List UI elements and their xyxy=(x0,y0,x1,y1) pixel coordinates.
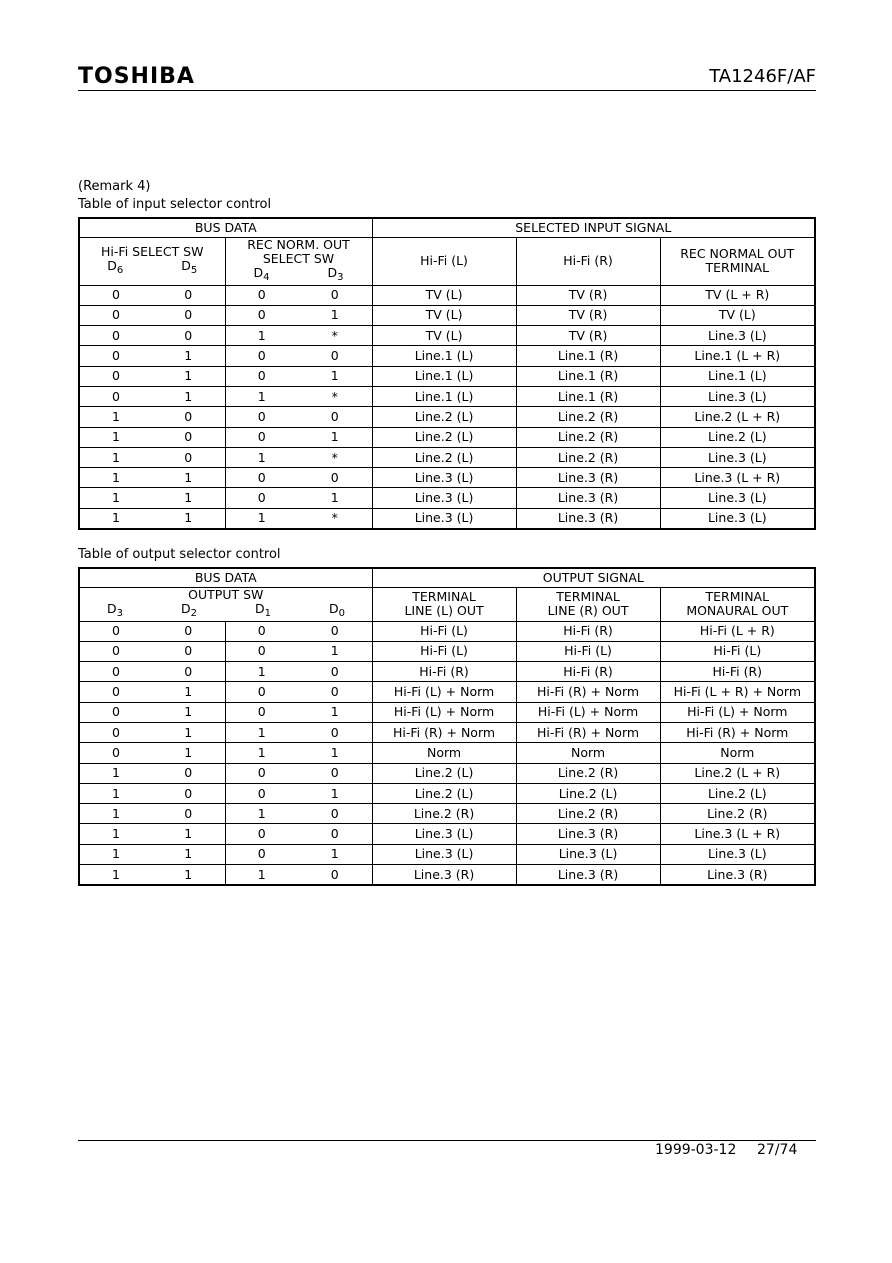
table-cell: Hi-Fi (L) + Norm xyxy=(372,682,516,702)
table-cell: 0 xyxy=(298,804,372,824)
table-cell: 1 xyxy=(225,743,298,763)
table-row xyxy=(79,763,815,783)
table-cell: 0 xyxy=(79,621,152,641)
table-row xyxy=(79,508,815,529)
table-cell: Line.3 (R) xyxy=(372,865,516,886)
terminal-line-l-out-header xyxy=(372,587,516,621)
table-cell: 0 xyxy=(152,305,225,325)
rec-norm-out-label: REC NORM. OUT xyxy=(247,237,350,252)
table-cell: 0 xyxy=(79,743,152,763)
table-cell: Hi-Fi (R) xyxy=(516,621,660,641)
table-cell: Line.1 (R) xyxy=(516,346,660,366)
table-cell: 0 xyxy=(298,468,372,488)
table-cell: 1 xyxy=(79,468,152,488)
hifi-select-sw-label: Hi-Fi SELECT SW xyxy=(101,243,204,259)
table-cell: 0 xyxy=(225,682,298,702)
table-cell: 0 xyxy=(79,285,152,305)
table-cell: 0 xyxy=(79,326,152,346)
table-cell: 1 xyxy=(298,427,372,447)
table-row xyxy=(79,427,815,447)
table-row xyxy=(79,844,815,864)
table-cell: Line.2 (L) xyxy=(372,447,516,467)
table-cell: Hi-Fi (L + R) xyxy=(660,621,815,641)
bus-data-header: BUS DATA xyxy=(79,568,372,587)
remark-label: (Remark 4) xyxy=(78,179,151,194)
table-cell: * xyxy=(298,508,372,529)
table-row xyxy=(79,366,815,386)
table-row xyxy=(79,468,815,488)
table-cell: 1 xyxy=(152,682,225,702)
table-cell: 1 xyxy=(152,702,225,722)
table-cell: Line.2 (L) xyxy=(660,783,815,803)
table-cell: 0 xyxy=(79,641,152,661)
table-cell: 1 xyxy=(79,488,152,508)
table-cell: 0 xyxy=(298,824,372,844)
output-sw-label: OUTPUT SW xyxy=(188,587,264,602)
table-cell: Hi-Fi (L) + Norm xyxy=(372,702,516,722)
table-cell: Line.3 (L) xyxy=(372,844,516,864)
brand-logo: TOSHIBA xyxy=(78,64,195,89)
bit-d6: D6 xyxy=(107,257,124,276)
table-cell: Line.3 (L + R) xyxy=(660,468,815,488)
input-selector-table xyxy=(78,217,816,530)
table-cell: 0 xyxy=(79,702,152,722)
table-cell: 0 xyxy=(298,763,372,783)
table-cell: 0 xyxy=(152,447,225,467)
table-cell: Hi-Fi (L) xyxy=(660,641,815,661)
table-cell: Line.1 (L) xyxy=(660,366,815,386)
table-cell: Hi-Fi (L) xyxy=(372,641,516,661)
table-cell: * xyxy=(298,447,372,467)
table-cell: 1 xyxy=(152,346,225,366)
table-cell: 0 xyxy=(79,386,152,406)
table-cell: 1 xyxy=(152,366,225,386)
table-cell: 1 xyxy=(298,366,372,386)
table-cell: 1 xyxy=(152,865,225,886)
page-header xyxy=(78,62,816,90)
table-cell: 1 xyxy=(298,783,372,803)
table-cell: 1 xyxy=(298,488,372,508)
table-row xyxy=(79,641,815,661)
table-row xyxy=(79,722,815,742)
table-cell: 0 xyxy=(225,621,298,641)
table-cell: Line.1 (L) xyxy=(372,346,516,366)
rec-normal-out-terminal-header xyxy=(660,237,815,285)
table-cell: 0 xyxy=(152,763,225,783)
table-cell: 1 xyxy=(298,641,372,661)
rec-norm-out-select-sw-header xyxy=(225,237,372,285)
table-cell: 0 xyxy=(225,641,298,661)
table-cell: 1 xyxy=(298,305,372,325)
table-cell: Line.2 (R) xyxy=(516,447,660,467)
header-rule xyxy=(78,90,816,91)
terminal-line-r-out-header xyxy=(516,587,660,621)
table-cell: 1 xyxy=(79,824,152,844)
table-cell: 1 xyxy=(152,743,225,763)
table-cell: 0 xyxy=(79,682,152,702)
footer-date: 1999-03-12 xyxy=(655,1142,737,1158)
table-cell: Line.2 (R) xyxy=(516,804,660,824)
table-cell: Hi-Fi (R) + Norm xyxy=(516,722,660,742)
table-cell: 1 xyxy=(79,508,152,529)
footer-page-number: 27/74 xyxy=(757,1142,798,1158)
terminal-label: TERMINAL xyxy=(556,589,620,604)
table-cell: Line.1 (R) xyxy=(516,386,660,406)
table-cell: TV (L) xyxy=(372,285,516,305)
table-cell: 1 xyxy=(152,844,225,864)
table-cell: 0 xyxy=(152,621,225,641)
hifi-select-sw-header xyxy=(79,237,225,285)
table-cell: 1 xyxy=(152,488,225,508)
table-cell: Line.3 (L) xyxy=(372,824,516,844)
bit-d0: D0 xyxy=(328,600,345,619)
table-cell: Hi-Fi (L + R) + Norm xyxy=(660,682,815,702)
table-cell: 0 xyxy=(225,844,298,864)
table-cell: Hi-Fi (R) xyxy=(372,662,516,682)
table-cell: Line.3 (R) xyxy=(516,508,660,529)
table-row xyxy=(79,804,815,824)
table-cell: * xyxy=(298,326,372,346)
table-cell: TV (L) xyxy=(372,326,516,346)
table-cell: 0 xyxy=(225,468,298,488)
table-cell: Line.3 (L) xyxy=(660,447,815,467)
table-row xyxy=(79,682,815,702)
table-cell: TV (L) xyxy=(372,305,516,325)
table-cell: Line.3 (L) xyxy=(660,386,815,406)
table-cell: 1 xyxy=(79,447,152,467)
table-cell: Line.3 (L) xyxy=(372,468,516,488)
input-table-caption: Table of input selector control xyxy=(78,197,272,212)
table-cell: 1 xyxy=(79,427,152,447)
table-cell: 1 xyxy=(225,804,298,824)
table-cell: Line.1 (L + R) xyxy=(660,346,815,366)
table-cell: 1 xyxy=(152,508,225,529)
table-row xyxy=(79,743,815,763)
table-cell: 0 xyxy=(298,682,372,702)
rec-norm-bits xyxy=(226,266,372,285)
table-row xyxy=(79,621,815,641)
table-cell: 1 xyxy=(79,804,152,824)
table-cell: Norm xyxy=(660,743,815,763)
table-cell: 0 xyxy=(298,621,372,641)
table-cell: Norm xyxy=(372,743,516,763)
table-cell: Line.2 (L + R) xyxy=(660,407,815,427)
table-cell: Hi-Fi (R) + Norm xyxy=(372,722,516,742)
table-cell: Hi-Fi (R) xyxy=(516,662,660,682)
table-cell: 0 xyxy=(225,824,298,844)
table-row xyxy=(79,662,815,682)
output-table-caption: Table of output selector control xyxy=(78,547,281,562)
table-cell: 0 xyxy=(225,346,298,366)
output-sw-header xyxy=(79,587,372,621)
table-cell: 1 xyxy=(298,844,372,864)
table-cell: 0 xyxy=(225,783,298,803)
table-cell: 1 xyxy=(225,326,298,346)
table-row xyxy=(79,824,815,844)
line-l-out-label: LINE (L) OUT xyxy=(404,603,484,618)
terminal-label: TERMINAL xyxy=(705,589,770,604)
table-row xyxy=(79,447,815,467)
table-cell: 1 xyxy=(298,702,372,722)
bit-d3: D3 xyxy=(106,600,123,619)
table-row xyxy=(79,865,815,886)
hifi-select-sw-bits xyxy=(80,259,225,278)
table-cell: Line.2 (R) xyxy=(516,763,660,783)
table-cell: 0 xyxy=(152,783,225,803)
table-cell: Hi-Fi (R) + Norm xyxy=(660,722,815,742)
table-row xyxy=(79,305,815,325)
table-cell: 1 xyxy=(79,763,152,783)
terminal-label: TERMINAL xyxy=(705,260,770,275)
table-cell: 0 xyxy=(298,722,372,742)
table-cell: Line.2 (L) xyxy=(660,427,815,447)
table-cell: 0 xyxy=(298,407,372,427)
table-cell: Line.3 (L) xyxy=(372,488,516,508)
table-cell: 0 xyxy=(225,427,298,447)
bit-d1: D1 xyxy=(254,600,271,619)
table-cell: Line.3 (R) xyxy=(516,865,660,886)
bit-d4: D4 xyxy=(253,264,270,283)
table-cell: 1 xyxy=(152,722,225,742)
table-cell: Line.3 (L) xyxy=(660,488,815,508)
monaural-out-label: MONAURAL OUT xyxy=(686,603,789,618)
table-cell: TV (L) xyxy=(660,305,815,325)
bit-d2: D2 xyxy=(180,600,197,619)
part-number: TA1246F/AF xyxy=(709,66,816,87)
table-cell: Line.3 (L) xyxy=(372,508,516,529)
table-cell: 0 xyxy=(79,662,152,682)
table-cell: 0 xyxy=(225,763,298,783)
output-signal-header: OUTPUT SIGNAL xyxy=(372,568,815,587)
table-row xyxy=(79,285,815,305)
table-cell: Line.3 (L) xyxy=(516,844,660,864)
table-row xyxy=(79,386,815,406)
table-cell: Line.1 (L) xyxy=(372,366,516,386)
table-cell: 1 xyxy=(225,508,298,529)
bit-d3: D3 xyxy=(327,264,344,283)
table-cell: Line.2 (L + R) xyxy=(660,763,815,783)
table-cell: 1 xyxy=(225,865,298,886)
table-cell: Line.3 (R) xyxy=(516,468,660,488)
selected-input-signal-header: SELECTED INPUT SIGNAL xyxy=(372,218,815,237)
table-cell: 0 xyxy=(79,366,152,386)
table-cell: 0 xyxy=(152,804,225,824)
table-cell: Line.2 (L) xyxy=(372,763,516,783)
table-row xyxy=(79,346,815,366)
table-cell: 1 xyxy=(298,743,372,763)
table-cell: 0 xyxy=(152,407,225,427)
table-cell: 0 xyxy=(225,488,298,508)
table-row xyxy=(79,702,815,722)
table-cell: TV (L + R) xyxy=(660,285,815,305)
table-cell: 0 xyxy=(152,285,225,305)
table-cell: Line.2 (R) xyxy=(516,427,660,447)
table-cell: Line.2 (L) xyxy=(372,783,516,803)
table-row xyxy=(79,488,815,508)
bit-d5: D5 xyxy=(181,257,198,276)
table-cell: 1 xyxy=(152,824,225,844)
select-sw-label: SELECT SW xyxy=(262,250,335,266)
table-cell: 0 xyxy=(152,326,225,346)
table-cell: Line.1 (R) xyxy=(516,366,660,386)
table-cell: Hi-Fi (L) + Norm xyxy=(516,702,660,722)
table-cell: Line.1 (L) xyxy=(372,386,516,406)
table-cell: 0 xyxy=(298,346,372,366)
table-cell: Norm xyxy=(516,743,660,763)
table-cell: 0 xyxy=(225,702,298,722)
table-cell: 0 xyxy=(298,662,372,682)
table-cell: 0 xyxy=(152,427,225,447)
table-cell: * xyxy=(298,386,372,406)
table-cell: Line.3 (R) xyxy=(516,488,660,508)
output-selector-table xyxy=(78,567,816,886)
table-cell: TV (R) xyxy=(516,326,660,346)
table-cell: Hi-Fi (R) xyxy=(660,662,815,682)
table-cell: Line.2 (R) xyxy=(660,804,815,824)
table-cell: 1 xyxy=(225,386,298,406)
table-cell: Hi-Fi (L) xyxy=(372,621,516,641)
footer-rule xyxy=(78,1140,816,1141)
table-cell: 1 xyxy=(152,468,225,488)
table-cell: Line.3 (L + R) xyxy=(660,824,815,844)
hifi-l-header: Hi-Fi (L) xyxy=(372,237,516,285)
table-cell: 0 xyxy=(298,285,372,305)
rec-normal-out-label: REC NORMAL OUT xyxy=(680,246,795,261)
table-cell: Hi-Fi (L) xyxy=(516,641,660,661)
table-cell: TV (R) xyxy=(516,305,660,325)
table-cell: 0 xyxy=(225,366,298,386)
table-cell: 1 xyxy=(79,865,152,886)
table-cell: 0 xyxy=(79,305,152,325)
table-cell: 1 xyxy=(225,722,298,742)
table-cell: 0 xyxy=(79,346,152,366)
table-cell: Line.3 (L) xyxy=(660,508,815,529)
table-cell: 0 xyxy=(152,662,225,682)
table-row xyxy=(79,407,815,427)
table-row xyxy=(79,783,815,803)
table-cell: Line.2 (L) xyxy=(372,407,516,427)
terminal-label: TERMINAL xyxy=(412,589,476,604)
table-cell: 1 xyxy=(225,447,298,467)
output-sw-bits xyxy=(80,602,372,621)
table-cell: Line.2 (R) xyxy=(516,407,660,427)
table-cell: TV (R) xyxy=(516,285,660,305)
bus-data-header: BUS DATA xyxy=(79,218,372,237)
table-cell: 0 xyxy=(225,285,298,305)
table-cell: Line.3 (R) xyxy=(660,865,815,886)
table-cell: 0 xyxy=(298,865,372,886)
table-cell: 1 xyxy=(79,844,152,864)
table-cell: 0 xyxy=(152,641,225,661)
table-cell: 0 xyxy=(225,407,298,427)
table-cell: Line.3 (L) xyxy=(660,326,815,346)
table-row xyxy=(79,326,815,346)
table-cell: Line.2 (L) xyxy=(516,783,660,803)
hifi-r-header: Hi-Fi (R) xyxy=(516,237,660,285)
table-cell: Hi-Fi (L) + Norm xyxy=(660,702,815,722)
table-cell: 0 xyxy=(225,305,298,325)
table-cell: Line.2 (L) xyxy=(372,427,516,447)
table-cell: Line.3 (R) xyxy=(516,824,660,844)
table-cell: Hi-Fi (R) + Norm xyxy=(516,682,660,702)
table-cell: 1 xyxy=(152,386,225,406)
table-cell: 1 xyxy=(79,783,152,803)
table-cell: 1 xyxy=(79,407,152,427)
table-cell: 1 xyxy=(225,662,298,682)
table-cell: Line.2 (R) xyxy=(372,804,516,824)
line-r-out-label: LINE (R) OUT xyxy=(547,603,629,618)
table-cell: Line.3 (L) xyxy=(660,844,815,864)
table-cell: 0 xyxy=(79,722,152,742)
terminal-monaural-out-header xyxy=(660,587,815,621)
